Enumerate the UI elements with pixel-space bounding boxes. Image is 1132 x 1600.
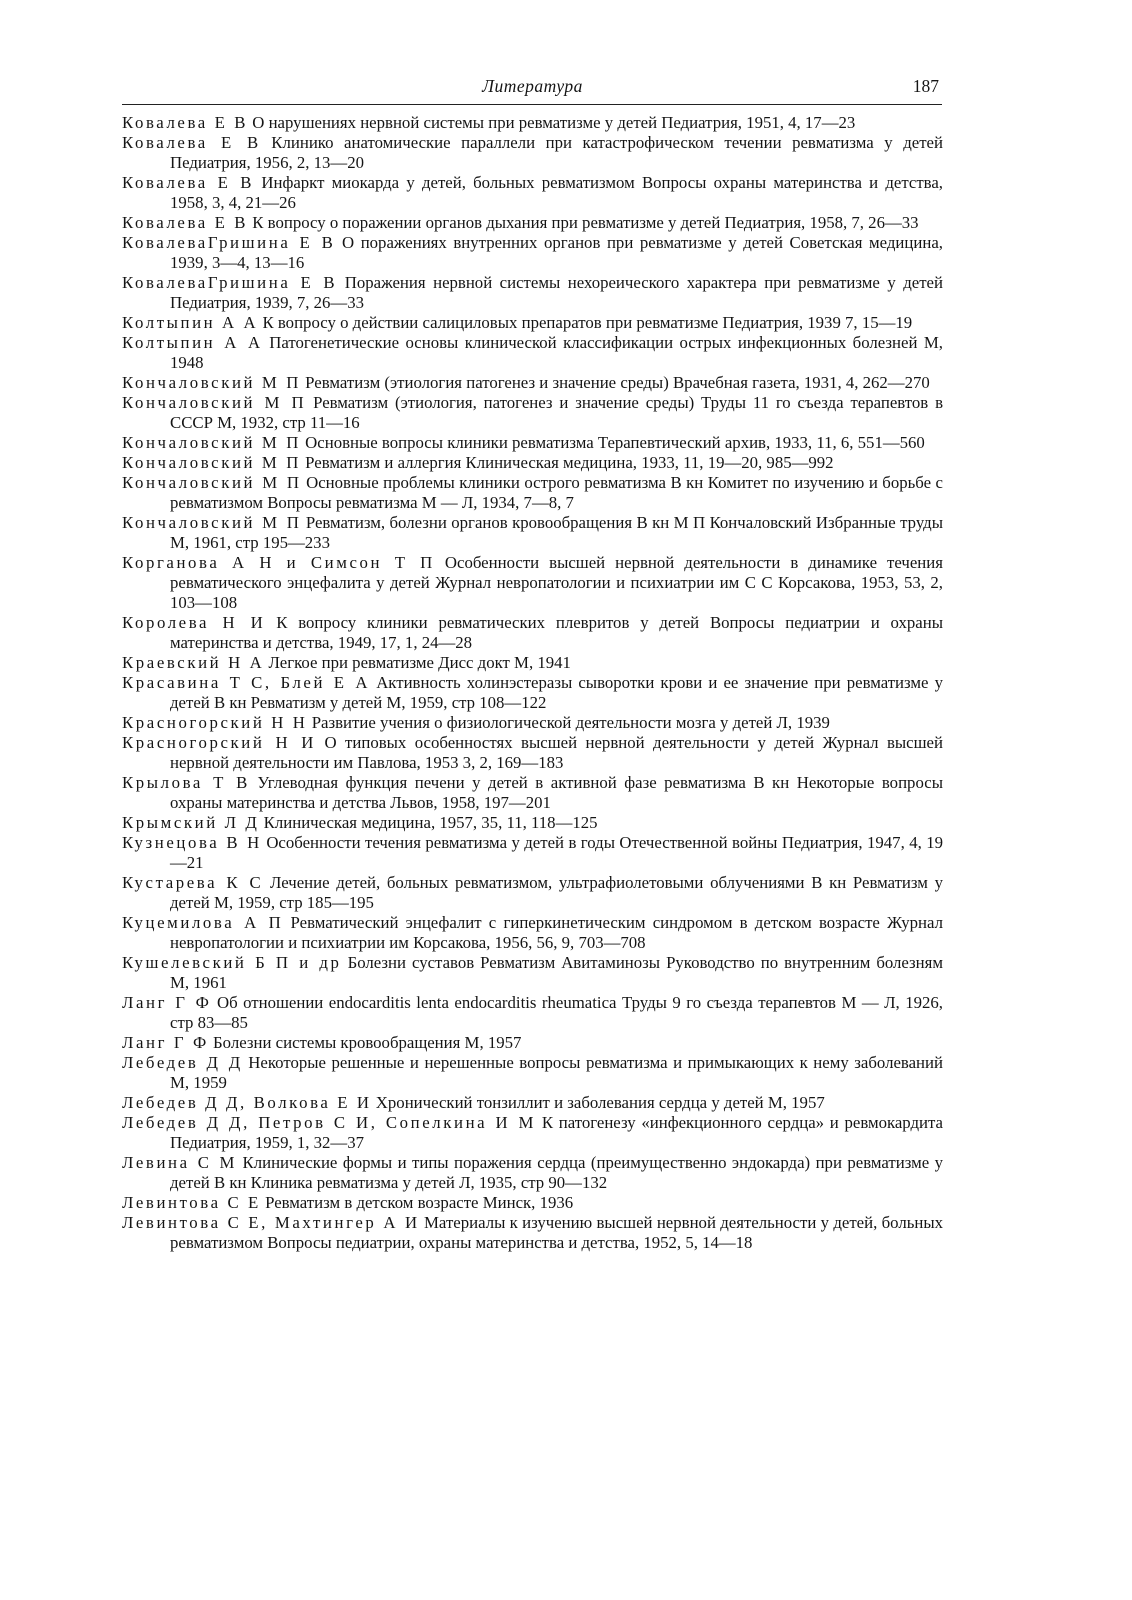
entry-author: Ланг Г Ф [122,1033,209,1052]
bibliography-entry [122,213,943,233]
bibliography-entry [122,273,943,313]
header-rule [122,104,942,105]
entry-author: Ковалева Е В [122,113,249,132]
entry-author: Лебедев Д Д, Петров С И, Сопелкина И М [122,1113,537,1132]
bibliography-entry [122,773,943,813]
bibliography-entry [122,733,943,773]
entry-author: Краевский Н А [122,653,265,672]
bibliography-entry [122,473,943,513]
bibliography-entry [122,1213,943,1253]
entry-text: Клинико анатомические параллели при катастрофическом течении ревматизма у детей Педиатрия, 1956, 2, 13—20 [170,133,943,172]
entry-text: Клинические формы и типы поражения сердца (преимущественно эндокарда) при ревматизме у детей В кн Клиника ревматизма у детей Л, 1935, стр 90—132 [170,1153,943,1192]
entry-author: Куцемилова А П [122,913,284,932]
bibliography-entry [122,993,943,1033]
entry-text: Ревматизм в детском возрасте Минск, 1936 [265,1193,574,1212]
bibliography-entry [122,873,943,913]
bibliography-entry [122,1193,943,1213]
entry-text: Ревматизм (этиология, патогенез и значение среды) Труды 11 го съезда терапевтов в СССР М, 1932, стр 11—16 [170,393,943,432]
entry-text: Болезни системы кровообращения М, 1957 [213,1033,522,1052]
entry-text: Поражения нервной системы нехореического характера при ревматизме у детей Педиатрия, 1939, 7, 26—33 [170,273,943,312]
entry-author: Ковалева Е В [122,213,249,232]
entry-text: Болезни суставов Ревматизм Авитаминозы Руководство по внутренним болезням М, 1961 [170,953,943,992]
entry-text: Лечение детей, больных ревматизмом, ультрафиолетовыми облучениями В кн Ревматизм у детей М, 1959, стр 185—195 [170,873,943,912]
entry-text: К вопросу о поражении органов дыхания при ревматизме у детей Педиатрия, 1958, 7, 26—33 [252,213,919,232]
entry-text: Развитие учения о физиологической деятельности мозга у детей Л, 1939 [311,713,830,732]
entry-author: Кустарева К С [122,873,264,892]
entry-author: Красавина Т С, Блей Е А [122,673,371,692]
entry-text: Ревматический энцефалит с гиперкинетическим синдромом в детском возрасте Журнал невропатологии и психиатрии им Корсакова, 1956, 56, 9, 703—708 [170,913,944,952]
bibliography-entry [122,313,943,333]
page-number: 187 [912,76,939,96]
bibliography-entry [122,673,943,713]
bibliography-entry [122,1153,943,1193]
entry-text: Хронический тонзиллит и заболевания сердца у детей М, 1957 [375,1093,825,1112]
entry-author: Левинтова С Е, Махтингер А И [122,1213,420,1232]
entry-author: Кончаловский М П [122,393,307,412]
bibliography-entry [122,393,943,433]
bibliography-entry [122,113,943,133]
bibliography-entry [122,1093,943,1113]
entry-text: О нарушениях нервной системы при ревматизме у детей Педиатрия, 1951, 4, 17—23 [252,113,856,132]
entry-text: Ревматизм (этиология патогенез и значение среды) Врачебная газета, 1931, 4, 262—270 [305,373,930,392]
entry-author: Красногорский Н И [122,733,316,752]
entry-author: Кончаловский М П [122,513,302,532]
entry-author: Крылова Т В [122,773,250,792]
entry-text: Об отношении endocarditis lenta endocarditis rheumatica Труды 9 го съезда терапевтов М — Л, 1926, стр 83—85 [170,993,943,1032]
bibliography-entry [122,1053,943,1093]
entry-author: КовалеваГришина Е В [122,233,336,252]
entry-author: Кончаловский М П [122,453,301,472]
entry-text: К патогенезу «инфекционного сердца» и ревмокардита Педиатрия, 1959, 1, 32—37 [170,1113,943,1152]
entry-text: Основные проблемы клиники острого ревматизма В кн Комитет по изучению и борьбе с ревматизмом Вопросы ревматизма М — Л, 1934, 7—8, 7 [170,473,943,512]
entry-text: Материалы к изучению высшей нервной деятельности у детей, больных ревматизмом Вопросы педиатрии, охраны материнства и детства, 1952, 5, 14—18 [170,1213,943,1252]
bibliography-entry [122,333,943,373]
entry-text: Ревматизм и аллергия Клиническая медицина, 1933, 11, 19—20, 985—992 [305,453,834,472]
bibliography-list [122,113,943,1253]
entry-text: Особенности высшей нервной деятельности в динамике течения ревматического энцефалита у детей Журнал невропатологии и психиатрии им С С Корсакова, 1953, 53, 2, 103—108 [170,553,943,612]
entry-author: Корганова А Н и Симсон Т П [122,553,435,572]
entry-text: К вопросу о действии салициловых препаратов при ревматизме Педиатрия, 1939 7, 15—19 [262,313,913,332]
bibliography-entry [122,173,943,213]
bibliography-entry [122,713,943,733]
entry-text: Углеводная функция печени у детей в активной фазе ревматизма В кн Некоторые вопросы охраны материнства и детства Львов, 1958, 197—201 [170,773,943,812]
bibliography-entry [122,453,943,473]
entry-author: Ковалева Е В [122,133,261,152]
bibliography-entry [122,513,943,553]
entry-text: Инфаркт миокарда у детей, больных ревматизмом Вопросы охраны материнства и детства, 1958, 3, 4, 21—26 [170,173,943,212]
running-header [122,74,943,104]
section-title: Литература [482,76,583,96]
entry-text: Основные вопросы клиники ревматизма Терапевтический архив, 1933, 11, 6, 551—560 [305,433,925,452]
entry-author: Кончаловский М П [122,373,301,392]
bibliography-entry [122,813,943,833]
bibliography-entry [122,553,943,613]
bibliography-entry [122,373,943,393]
entry-author: Лебедев Д Д, Волкова Е И [122,1093,372,1112]
entry-text: Клиническая медицина, 1957, 35, 11, 118—125 [263,813,598,832]
entry-author: Колтыпин А А [122,313,259,332]
bibliography-entry [122,953,943,993]
entry-author: Ланг Г Ф [122,993,212,1012]
bibliography-entry [122,133,943,173]
bibliography-entry [122,233,943,273]
entry-text: О поражениях внутренних органов при ревматизме у детей Советская медицина, 1939, 3—4, 13—16 [170,233,943,272]
entry-author: Лебедев Д Д [122,1053,243,1072]
entry-author: КовалеваГришина Е В [122,273,338,292]
entry-text: Патогенетические основы клинической классификации острых инфекционных болезней М, 1948 [170,333,944,372]
entry-author: Кончаловский М П [122,433,301,452]
entry-text: Легкое при ревматизме Дисс докт М, 1941 [268,653,571,672]
entry-text: Ревматизм, болезни органов кровообращения В кн М П Кончаловский Избранные труды М, 1961, стр 195—233 [170,513,943,552]
entry-text: Некоторые решенные и нерешенные вопросы ревматизма и примыкающих к нему заболеваний М, 1959 [170,1053,943,1092]
bibliography-entry [122,1033,943,1053]
entry-text: Активность холинэстеразы сыворотки крови и ее значение при ревматизме у детей В кн Ревматизм у детей М, 1959, стр 108—122 [170,673,943,712]
bibliography-entry [122,613,943,653]
entry-author: Королева Н И [122,613,266,632]
entry-text: К вопросу клиники ревматических плевритов у детей Вопросы педиатрии и охраны материнства и детства, 1949, 17, 1, 24—28 [170,613,943,652]
entry-author: Левинтова С Е [122,1193,261,1212]
bibliography-entry [122,833,943,873]
bibliography-entry [122,653,943,673]
entry-text: О типовых особенностях высшей нервной деятельности у детей Журнал высшей нервной деятельности им Павлова, 1953 3, 2, 169—183 [170,733,943,772]
bibliography-entry [122,433,943,453]
entry-author: Колтыпин А А [122,333,263,352]
entry-author: Красногорский Н Н [122,713,308,732]
entry-author: Крымский Л Д [122,813,260,832]
entry-author: Левина С М [122,1153,238,1172]
entry-text: Особенности течения ревматизма у детей в годы Отечественной войны Педиатрия, 1947, 4, 19—21 [170,833,943,872]
bibliography-entry [122,1113,943,1153]
bibliography-entry [122,913,943,953]
entry-author: Кушелевский Б П и др [122,953,342,972]
entry-author: Кончаловский М П [122,473,302,492]
entry-author: Ковалева Е В [122,173,255,192]
entry-author: Кузнецова В Н [122,833,262,852]
